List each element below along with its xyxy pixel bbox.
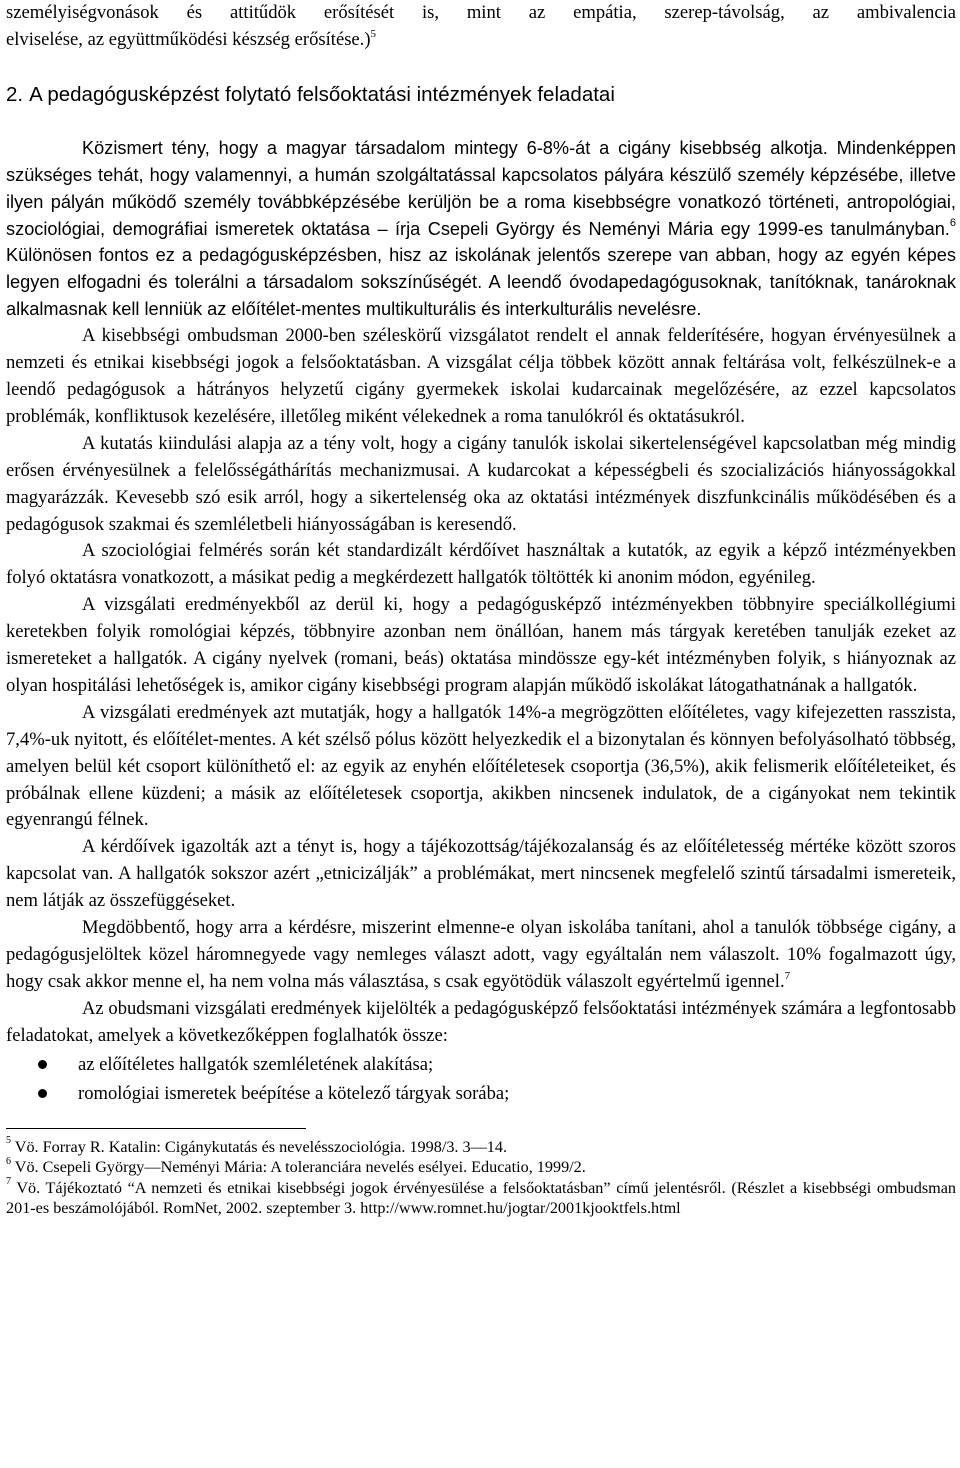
section-heading — [6, 82, 956, 108]
paragraph-8-text: Megdöbbentő, hogy arra a kérdésre, miszerint elmenne-e olyan iskolába tanítani, ahol a tanulók többsége cigány, a pedagógusjelöltek közel háromnegyede vagy nemleges választ adott, vagy egyáltalán nem válaszolt. 10% fogalmazott úgy, hogy csak akkor menne el, ha nem volna más választása, s csak egyötödük válaszolt egyértelmű igennel. — [6, 917, 956, 992]
footnote-text: Vö. Forray R. Katalin: Cigánykutatás és nevelésszociológia. 1998/3. 3—14. — [11, 1137, 508, 1156]
bullet-dot-icon — [38, 1089, 47, 1098]
footnote-text[interactable]: Vö. Tájékoztató “A nemzeti és etnikai kisebbségi jogok érvényesülése a felsőoktatásban” című jelentésről. (Részlet a kisebbségi ombudsman 201-es beszámolójából. RomNet, 2002. szeptember 3. http://www.romnet.hu/jogtar/2001kjooktfels.html — [6, 1178, 956, 1218]
paragraph-6-text: A vizsgálati eredmények azt mutatják, hogy a hallgatók 14%-a megrögzötten előítéletes, vagy kifejezetten rasszista, 7,4%-uk nyitott, és előítélet-mentes. A két szélső pólus között helyezkedik el a bizonytalan és könnyen befolyásolható többség, amelyen belül két csoport különíthető el: az egyik az enyhén előítéletesek csoportja (36,5%), akik felismerik előítéleteiket, és próbálnak ellene küzdeni; a másik az előítéletesek csoportja, akikben nincsenek indulatok, de a cigányokat nem tekintik egyenrangú félnek. — [6, 701, 956, 831]
footnotes — [6, 1137, 956, 1219]
paragraph-1-text-after: Különösen fontos ez a pedagógusképzésben, hisz az iskolának jelentős szerepe van abban, hogy az egyén képes legyen elfogadni és tolerálni a társadalom sokszínűségét. A leendő óvodapedagógusoknak, tanítóknak, tanároknak alkalmasnak kell lenniük az előítélet-mentes multikulturális és interkulturális nevelésre. — [6, 245, 956, 320]
list-item — [6, 1079, 956, 1108]
paragraph-2 — [6, 323, 956, 431]
paragraph-1 — [6, 135, 956, 323]
list-item-text: az előítéletes hallgatók szemléletének alakítása; — [78, 1053, 434, 1075]
paragraph-5-text: A vizsgálati eredményekből az derül ki, hogy a pedagógusképző intézményekben többnyire speciálkollégiumi keretekben folyik romológiai képzés, többnyire azonban nem önállóan, hanem más tárgyak keretében tanulják ezeket az ismereteket a hallgatók. A cigány nyelvek (romani, beás) oktatása mindössze egy-két intézményben folyik, s hiányoznak az olyan hospitálási lehetőségek is, amikor cigány kisebbségi program alapján működő iskolákat látogathatnának a hallgatók. — [6, 594, 956, 696]
section-number: 2. — [6, 82, 24, 106]
footnote-number: 5 — [6, 1135, 11, 1147]
paragraph-5 — [6, 592, 956, 700]
footnote-7 — [6, 1178, 956, 1219]
section-title: A pedagógusképzést folytató felsőoktatási intézmények feladatai — [29, 82, 615, 106]
lead-line-2-text: elviselése, az együttműködési készség erősítése.) — [6, 28, 371, 50]
paragraph-1-text: Közismert tény, hogy a magyar társadalom mintegy 6-8%-át a cigány kisebbség alkotja. Mindenképpen szükséges tehát, hogy valamennyi, a humán szolgáltatással kapcsolatos pályára készülő személy képzésébe, illetve ilyen pályán működő személy továbbképzésébe kerüljön be a roma kisebbségre vonatkozó történeti, antropológiai, szociológiai, demográfiai ismeretek oktatása – írja Csepeli György és Neményi Mária egy 1999-es tanulmányban. — [6, 137, 956, 239]
paragraph-3 — [6, 431, 956, 539]
footnote-number: 7 — [6, 1176, 11, 1188]
paragraph-7-text: A kérdőívek igazolták azt a tényt is, hogy a tájékozottság/tájékozalanság és az előítéletesség mértéke között szoros kapcsolat van. A hallgatók sokszor azért „etnicizálják” a problémákat, mert nincsenek megfelelő szintű társadalmi ismereteik, nem látják az összefüggéseket. — [6, 836, 956, 912]
paragraph-2-text: A kisebbségi ombudsman 2000-ben széleskörű vizsgálatot rendelt el annak felderítésére, hogyan érvényesülnek a nemzeti és etnikai kisebbségi jogok a felsőoktatásban. A vizsgálat célja többek között annak feltárása volt, felkészülnek-e a leendő pedagógusok a hátrányos helyzetű cigány gyermekek iskolai kudarcainak megelőzésére, az ezzel kapcsolatos problémák, konfliktusok kezelésére, illetőleg miként vélekednek a roma tanulókról és oktatásukról. — [6, 325, 956, 427]
list-item-text: romológiai ismeretek beépítése a kötelező tárgyak sorába; — [78, 1082, 510, 1104]
document-page — [6, 0, 956, 1219]
bullet-dot-icon — [38, 1060, 47, 1069]
lead-line-1-text: személyiségvonások és attitűdök erősítését is, mint az empátia, szerep-távolság, az ambivalencia — [6, 2, 956, 23]
task-list — [6, 1050, 956, 1108]
paragraph-9 — [6, 996, 956, 1050]
footnote-ref-6[interactable]: 6 — [949, 217, 956, 230]
paragraph-7 — [6, 834, 956, 915]
paragraph-4 — [6, 538, 956, 592]
footnote-ref-7[interactable]: 7 — [784, 969, 791, 982]
footnote-divider — [6, 1128, 306, 1129]
footnote-5 — [6, 1137, 956, 1158]
paragraph-9-text: Az obudsmani vizsgálati eredmények kijelölték a pedagógusképző felsőoktatási intézmények számára a legfontosabb feladatokat, amelyek a következőképpen foglalhatók össze: — [6, 997, 956, 1046]
footnote-number: 6 — [6, 1155, 11, 1167]
lead-line-1 — [6, 0, 956, 27]
paragraph-8 — [6, 915, 956, 996]
paragraph-4-text: A szociológiai felmérés során két standardizált kérdőívet használtak a kutatók, az egyik a képző intézményekben folyó oktatásra vonatkozott, a másikat pedig a megkérdezett hallgatók töltötték ki anonim módon, egyénileg. — [6, 540, 956, 589]
lead-text — [6, 0, 956, 54]
list-item — [6, 1050, 956, 1079]
lead-line-2 — [6, 27, 956, 54]
footnote-text: Vö. Csepeli György—Neményi Mária: A toleranciára nevelés esélyei. Educatio, 1999/2. — [11, 1158, 586, 1177]
footnote-ref-5[interactable]: 5 — [370, 27, 377, 40]
footnote-6 — [6, 1157, 956, 1178]
body-paragraphs — [6, 135, 956, 1050]
paragraph-3-text: A kutatás kiindulási alapja az a tény volt, hogy a cigány tanulók iskolai sikertelenségével kapcsolatban még mindig erősen érvényesülnek a felelősségáthárítás mechanizmusai. A kudarcokat a képességbeli és szocializációs hiányosságokkal magyarázzák. Kevesebb szó esik arról, hogy a sikertelenség oka az oktatási intézmények diszfunkcinális működésében és a pedagógusok szakmai és szemléletbeli hiányosságában is keresendő. — [6, 432, 956, 535]
paragraph-6 — [6, 700, 956, 835]
